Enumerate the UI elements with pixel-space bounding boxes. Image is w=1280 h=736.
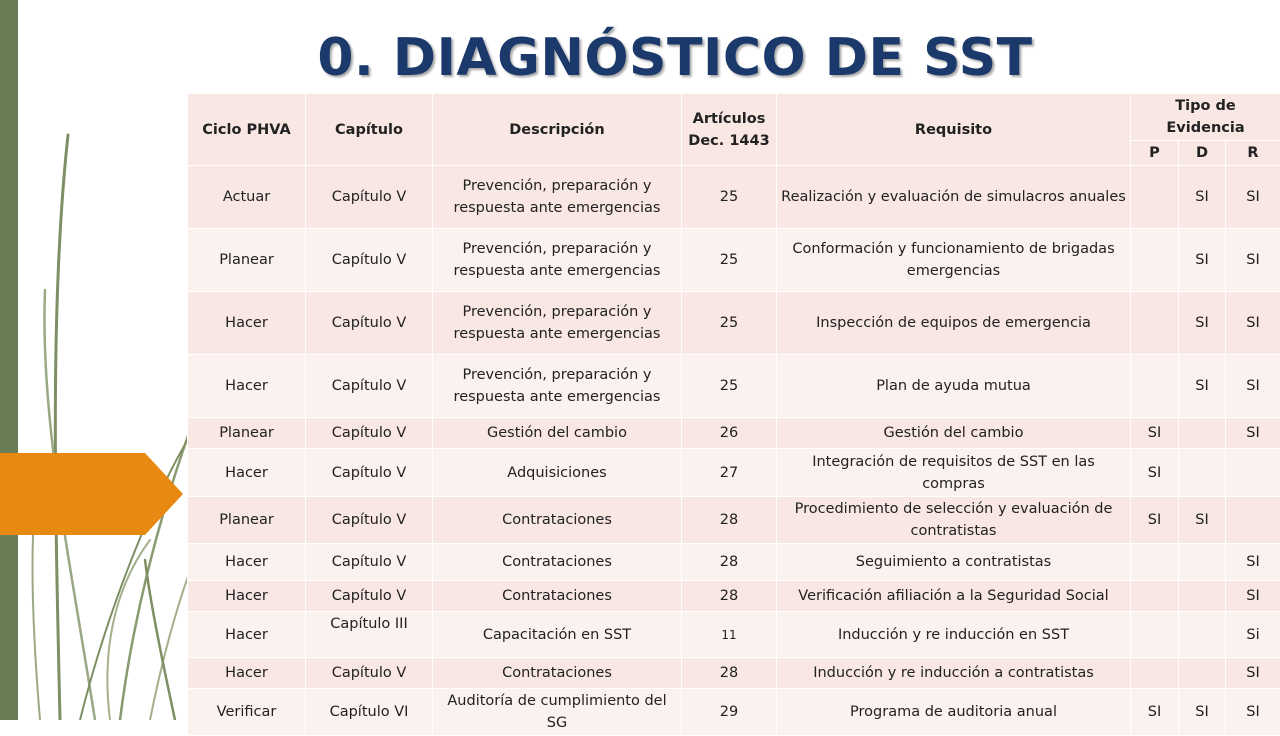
cell-ciclo: Hacer: [188, 449, 306, 497]
cell-requisito: Verificación afiliación a la Seguridad Social: [777, 581, 1131, 612]
cell-requisito: Realización y evaluación de simulacros anuales: [777, 166, 1131, 229]
cell-capitulo: Capítulo V: [306, 166, 433, 229]
cell-descripcion: Contrataciones: [433, 544, 682, 581]
header-tipo-evidencia: Tipo de Evidencia: [1131, 94, 1280, 141]
cell-p: [1131, 544, 1179, 581]
sst-diagnostic-table: [187, 93, 1280, 736]
table-row: [188, 612, 1280, 658]
table-row: [188, 497, 1280, 544]
cell-p: SI: [1131, 418, 1179, 449]
cell-r: SI: [1226, 544, 1280, 581]
header-ciclo: Ciclo PHVA: [188, 94, 306, 166]
cell-ciclo: Hacer: [188, 355, 306, 418]
cell-capitulo: Capítulo VI: [306, 689, 433, 736]
cell-ciclo: Planear: [188, 418, 306, 449]
cell-articulo: 25: [682, 292, 777, 355]
header-articulos: Artículos Dec. 1443: [682, 94, 777, 166]
cell-ciclo: Hacer: [188, 658, 306, 689]
cell-r: [1226, 497, 1280, 544]
cell-requisito: Gestión del cambio: [777, 418, 1131, 449]
cell-articulo: 28: [682, 581, 777, 612]
cell-articulo: 26: [682, 418, 777, 449]
cell-articulo: 28: [682, 497, 777, 544]
cell-ciclo: Hacer: [188, 612, 306, 658]
cell-ciclo: Hacer: [188, 292, 306, 355]
table-row: [188, 581, 1280, 612]
cell-r: [1226, 449, 1280, 497]
cell-articulo: 28: [682, 544, 777, 581]
cell-d: SI: [1179, 355, 1226, 418]
cell-r: SI: [1226, 166, 1280, 229]
cell-p: [1131, 229, 1179, 292]
cell-p: [1131, 612, 1179, 658]
cell-descripcion: Prevención, preparación y respuesta ante emergencias: [433, 292, 682, 355]
cell-ciclo: Verificar: [188, 689, 306, 736]
cell-descripcion: Prevención, preparación y respuesta ante emergencias: [433, 355, 682, 418]
cell-capitulo: Capítulo V: [306, 418, 433, 449]
cell-ciclo: Planear: [188, 497, 306, 544]
cell-capitulo: Capítulo III: [306, 612, 433, 658]
cell-requisito: Procedimiento de selección y evaluación de contratistas: [777, 497, 1131, 544]
cell-p: SI: [1131, 497, 1179, 544]
cell-articulo: 25: [682, 229, 777, 292]
header-d: D: [1179, 141, 1226, 166]
cell-r: SI: [1226, 689, 1280, 736]
cell-r: SI: [1226, 229, 1280, 292]
cell-requisito: Plan de ayuda mutua: [777, 355, 1131, 418]
cell-d: SI: [1179, 166, 1226, 229]
cell-ciclo: Hacer: [188, 581, 306, 612]
cell-articulo: 28: [682, 658, 777, 689]
table-row: [188, 229, 1280, 292]
orange-arrow-tab: [0, 453, 183, 535]
cell-requisito: Conformación y funcionamiento de brigadas emergencias: [777, 229, 1131, 292]
cell-capitulo: Capítulo V: [306, 449, 433, 497]
cell-descripcion: Prevención, preparación y respuesta ante emergencias: [433, 166, 682, 229]
cell-requisito: Inspección de equipos de emergencia: [777, 292, 1131, 355]
cell-descripcion: Contrataciones: [433, 658, 682, 689]
cell-articulo: 25: [682, 166, 777, 229]
cell-p: [1131, 292, 1179, 355]
cell-ciclo: Actuar: [188, 166, 306, 229]
header-requisito: Requisito: [777, 94, 1131, 166]
table-row: [188, 292, 1280, 355]
header-p: P: [1131, 141, 1179, 166]
cell-p: [1131, 355, 1179, 418]
cell-requisito: Seguimiento a contratistas: [777, 544, 1131, 581]
cell-p: SI: [1131, 449, 1179, 497]
cell-articulo: 29: [682, 689, 777, 736]
cell-p: [1131, 581, 1179, 612]
cell-requisito: Inducción y re inducción en SST: [777, 612, 1131, 658]
cell-r: SI: [1226, 658, 1280, 689]
table-row: [188, 544, 1280, 581]
table-row: [188, 166, 1280, 229]
table-row: [188, 418, 1280, 449]
table-row: [188, 658, 1280, 689]
cell-d: [1179, 581, 1226, 612]
cell-descripcion: Auditoría de cumplimiento del SG: [433, 689, 682, 736]
cell-r: SI: [1226, 418, 1280, 449]
cell-articulo: 27: [682, 449, 777, 497]
cell-capitulo: Capítulo V: [306, 229, 433, 292]
cell-d: [1179, 658, 1226, 689]
cell-d: SI: [1179, 497, 1226, 544]
cell-p: [1131, 166, 1179, 229]
cell-requisito: Integración de requisitos de SST en las compras: [777, 449, 1131, 497]
cell-d: [1179, 612, 1226, 658]
cell-descripcion: Adquisiciones: [433, 449, 682, 497]
cell-capitulo: Capítulo V: [306, 581, 433, 612]
cell-d: SI: [1179, 689, 1226, 736]
table-row: [188, 449, 1280, 497]
cell-capitulo: Capítulo V: [306, 544, 433, 581]
cell-r: SI: [1226, 581, 1280, 612]
cell-p: [1131, 658, 1179, 689]
header-capitulo: Capítulo: [306, 94, 433, 166]
cell-descripcion: Capacitación en SST: [433, 612, 682, 658]
cell-r: SI: [1226, 292, 1280, 355]
cell-ciclo: Hacer: [188, 544, 306, 581]
table-row: [188, 689, 1280, 736]
header-r: R: [1226, 141, 1280, 166]
cell-capitulo: Capítulo V: [306, 658, 433, 689]
cell-requisito: Inducción y re inducción a contratistas: [777, 658, 1131, 689]
cell-capitulo: Capítulo V: [306, 355, 433, 418]
table-row: [188, 355, 1280, 418]
page-title: 0. DIAGNÓSTICO DE SST: [0, 28, 1280, 88]
header-descripcion: Descripción: [433, 94, 682, 166]
cell-articulo: 25: [682, 355, 777, 418]
cell-requisito: Programa de auditoria anual: [777, 689, 1131, 736]
cell-p: SI: [1131, 689, 1179, 736]
cell-descripcion: Prevención, preparación y respuesta ante emergencias: [433, 229, 682, 292]
cell-capitulo: Capítulo V: [306, 497, 433, 544]
cell-r: SI: [1226, 355, 1280, 418]
cell-d: [1179, 418, 1226, 449]
cell-d: SI: [1179, 292, 1226, 355]
cell-r: Si: [1226, 612, 1280, 658]
cell-descripcion: Gestión del cambio: [433, 418, 682, 449]
cell-d: [1179, 544, 1226, 581]
cell-descripcion: Contrataciones: [433, 497, 682, 544]
cell-d: [1179, 449, 1226, 497]
cell-articulo: 11: [682, 612, 777, 658]
cell-descripcion: Contrataciones: [433, 581, 682, 612]
cell-ciclo: Planear: [188, 229, 306, 292]
cell-capitulo: Capítulo V: [306, 292, 433, 355]
cell-d: SI: [1179, 229, 1226, 292]
